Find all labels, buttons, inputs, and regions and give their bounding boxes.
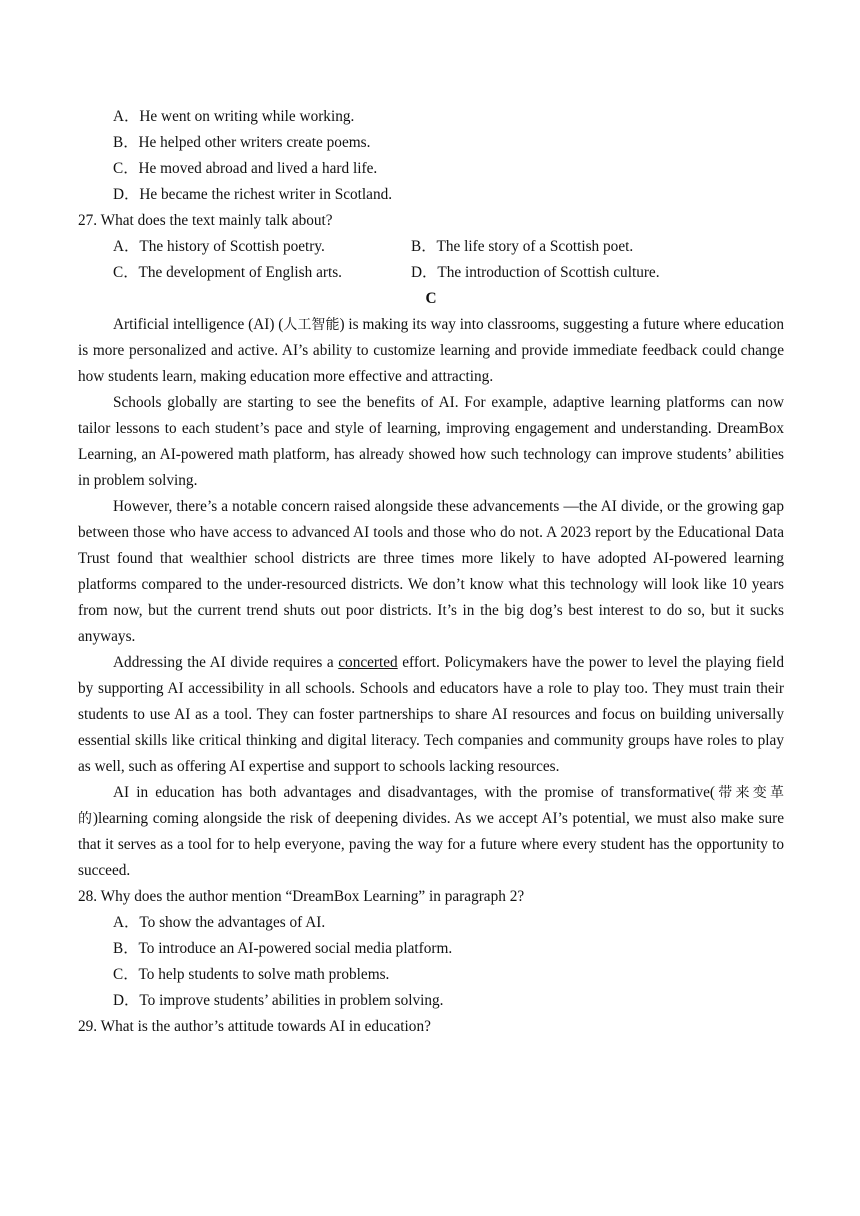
section-label: C: [425, 290, 437, 307]
passage-paragraph-5: AI in education has both advantages and disadvantages, with the promise of transformative(带来变革的)learning coming alongside the risk of deepening divides. As we accept AI’s potential, we must also make sure that it serves as a tool for to help everyone, paving the way for a future where every student has the opportunity to succeed.: [78, 784, 785, 879]
q28-option-c[interactable]: C．To help students to solve math problems.: [113, 966, 390, 983]
q27-stem: 27. What does the text mainly talk about?: [78, 212, 333, 229]
q26-option-c[interactable]: C．He moved abroad and lived a hard life.: [113, 160, 378, 177]
q26-option-d[interactable]: D．He became the richest writer in Scotland.: [113, 186, 393, 203]
q27-option-a[interactable]: A．The history of Scottish poetry.: [113, 238, 325, 255]
q28-option-a[interactable]: A．To show the advantages of AI.: [113, 914, 326, 931]
q27-option-b[interactable]: B．The life story of a Scottish poet.: [411, 238, 634, 255]
q28-option-b[interactable]: B．To introduce an AI-powered social media platform.: [113, 940, 453, 957]
q27-option-c[interactable]: C．The development of English arts.: [113, 264, 342, 281]
q27-options-row-2: [78, 260, 784, 286]
q26-option-b[interactable]: B．He helped other writers create poems.: [113, 134, 371, 151]
q28-stem: 28. Why does the author mention “DreamBox Learning” in paragraph 2?: [78, 888, 525, 905]
q28-option-d[interactable]: D．To improve students’ abilities in problem solving.: [113, 992, 444, 1009]
q27-options-row-1: [78, 234, 784, 260]
page-content: [78, 104, 784, 1040]
q27-option-d[interactable]: D．The introduction of Scottish culture.: [411, 264, 660, 281]
passage-paragraph-2: Schools globally are starting to see the benefits of AI. For example, adaptive learning platforms can now tailor lessons to each student’s pace and style of learning, improving engagement and understanding. DreamBox Learning, an AI-powered math platform, has already showed how such technology can improve students’ abilities in problem solving.: [78, 394, 784, 489]
q26-option-a[interactable]: A．He went on writing while working.: [113, 108, 355, 125]
passage-paragraph-1: Artificial intelligence (AI) (人工智能) is making its way into classrooms, suggesting a future where education is more personalized and active. AI’s ability to customize learning and provide immediate feedback could change how students learn, making education more effective and attracting.: [78, 316, 785, 385]
underlined-word: concerted: [338, 654, 398, 671]
q29-stem: 29. What is the author’s attitude towards AI in education?: [78, 1018, 431, 1035]
passage-paragraph-3: However, there’s a notable concern raised alongside these advancements —the AI divide, or the growing gap between those who have access to advanced AI tools and those who do not. A 2023 report by the Educational Data Trust found that wealthier school districts are three times more likely to have adopted AI-powered learning platforms compared to the under-resourced districts. We don’t know what this technology will look like 10 years from now, but the current trend shuts out poor districts. It’s in the big dog’s best interest to do so, but it sucks anyways.: [78, 498, 784, 645]
passage-paragraph-4: Addressing the AI divide requires a concerted effort. Policymakers have the power to level the playing field by supporting AI accessibility in all schools. Schools and educators have a role to play too. They must train their students to use AI as a tool. They can foster partnerships to share AI resources and focus on building universally essential skills like critical thinking and digital literacy. Tech companies and community groups have roles to play as well, such as offering AI expertise and support to schools lacking resources.: [78, 654, 784, 775]
